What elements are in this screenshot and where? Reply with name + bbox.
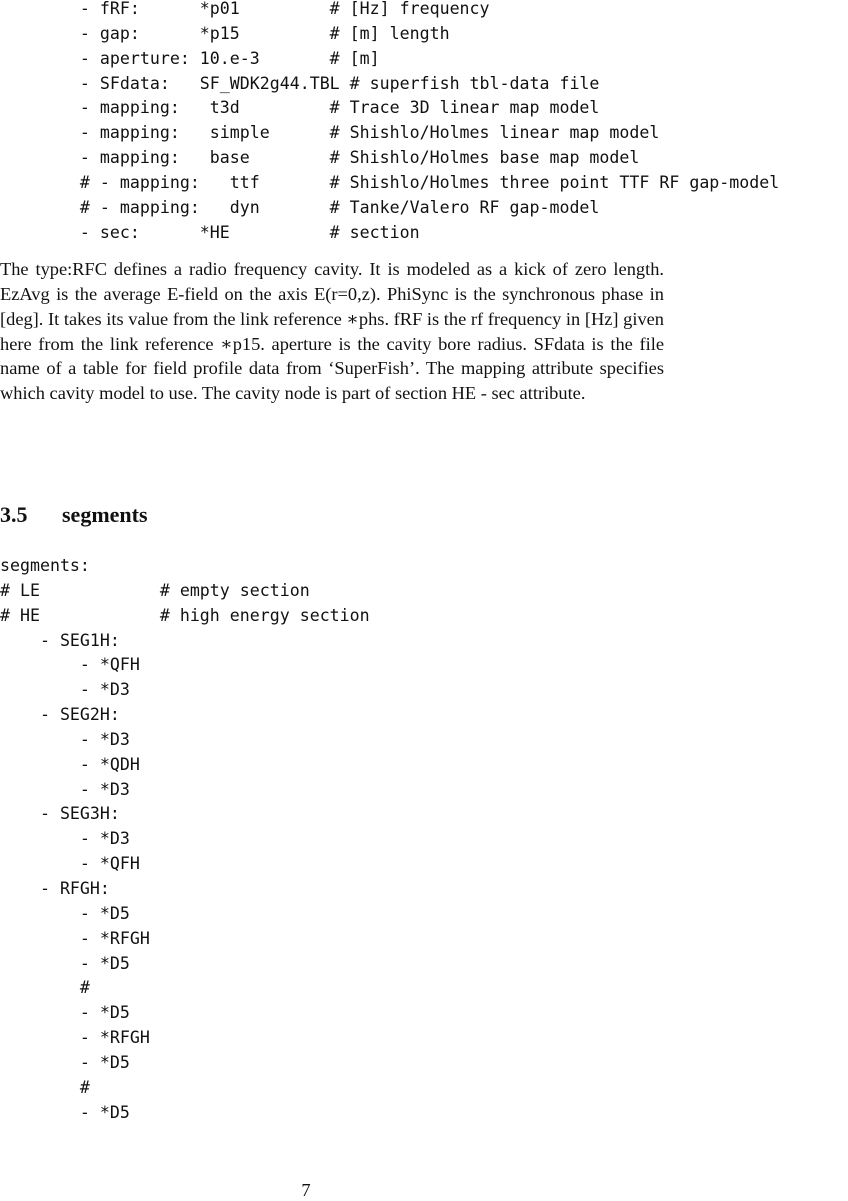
code-line: - *D5 <box>0 1052 130 1072</box>
code-line: - aperture: 10.e-3 # [m] <box>0 48 380 68</box>
code-line: - fRF: *p01 # [Hz] frequency <box>0 0 490 18</box>
code-line: - *D3 <box>0 779 130 799</box>
code-line: - *D5 <box>0 953 130 973</box>
code-line: # - mapping: dyn # Tanke/Valero RF gap-model <box>0 197 600 217</box>
code-line: - mapping: simple # Shishlo/Holmes linear map model <box>0 123 660 143</box>
body-paragraph: The type:RFC defines a radio frequency cavity. It is modeled as a kick of zero length. EzAvg is the average E-field on the axis E(r=0,z). PhiSync is the synchronous phase in [deg]. It takes its value from the link reference ∗phs. fRF is the rf frequency in [Hz] given here from the link reference ∗p15. aperture is the cavity bore radius. SFdata is the file name of a table for field profile data from ‘SuperFish’. The mapping attribute specifies which cavity model to use. The cavity node is part of section HE - sec attribute. <box>0 259 664 404</box>
code-block-top <box>0 0 779 245</box>
code-line: - *D3 <box>0 680 130 700</box>
code-line: - sec: *HE # section <box>0 222 420 242</box>
code-line: - mapping: t3d # Trace 3D linear map model <box>0 98 600 118</box>
section-number: 3.5 <box>0 502 28 527</box>
code-line: - gap: *p15 # [m] length <box>0 23 450 43</box>
code-line: - *D5 <box>0 903 130 923</box>
code-line: segments: <box>0 556 90 575</box>
code-line: - *RFGH <box>0 928 150 948</box>
code-line: - *D3 <box>0 829 130 849</box>
code-line: - RFGH: <box>0 878 110 898</box>
code-line: - SFdata: SF_WDK2g44.TBL # superfish tbl-data file <box>0 73 600 93</box>
code-line: # <box>0 1077 90 1097</box>
code-line: # - mapping: ttf # Shishlo/Holmes three point TTF RF gap-model <box>0 172 780 192</box>
section-heading <box>0 500 148 530</box>
code-line: - mapping: base # Shishlo/Holmes base map model <box>0 148 640 168</box>
code-line: - *QFH <box>0 854 140 874</box>
code-line: - *RFGH <box>0 1028 150 1048</box>
page-number: 7 <box>301 1180 311 1200</box>
code-line: - SEG1H: <box>0 630 120 650</box>
code-line: - *D3 <box>0 729 130 749</box>
code-line: - *D5 <box>0 1003 130 1023</box>
code-line: - *QFH <box>0 655 140 675</box>
code-block-segments <box>0 554 370 1125</box>
code-line: # HE # high energy section <box>0 605 370 625</box>
code-line: - *D5 <box>0 1102 130 1122</box>
code-line: - SEG3H: <box>0 804 120 824</box>
code-line: - SEG2H: <box>0 705 120 725</box>
code-line: # LE # empty section <box>0 580 310 600</box>
code-line: # <box>0 978 90 998</box>
section-title: segments <box>62 502 148 527</box>
code-line: - *QDH <box>0 754 140 774</box>
